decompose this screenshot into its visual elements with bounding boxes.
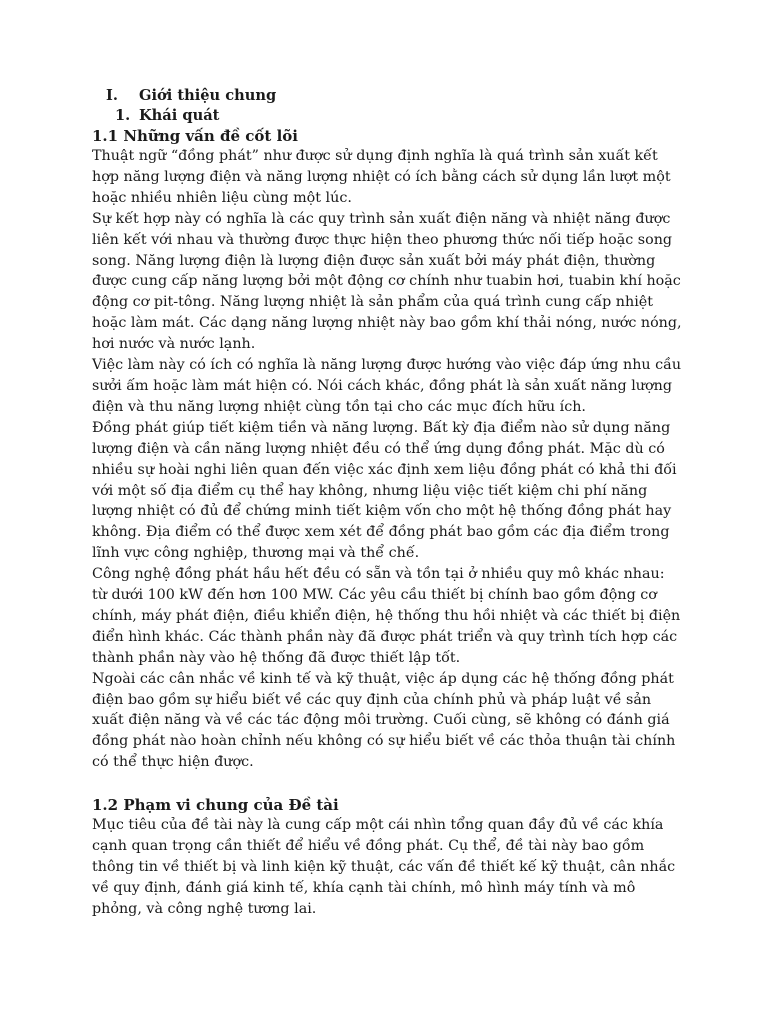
section-2-title: 1.2 Phạm vi chung của Đề tài <box>92 796 339 815</box>
paragraph: Sự kết hợp này có nghĩa là các quy trình sản xuất điện năng và nhiệt năng được liên kết với nhau và thường được thực hiện theo phương thức nối tiếp hoặc song song. Năng lượng điện là lượng điện được sản xuất bởi máy phát điện, thường được cung cấp năng lượng bởi một động cơ chính như tuabin hơi, tuabin khí hoặc động cơ pit-tông. Năng lượng nhiệt là sản phẩm của quá trình cung cấp nhiệt hoặc làm mát. Các dạng năng lượng nhiệt này bao gồm khí thải nóng, nước nóng, hơi nước và nước lạnh. <box>92 210 682 353</box>
paragraph: Việc làm này có ích có nghĩa là năng lượng được hướng vào việc đáp ứng nhu cầu sưởi ấm hoặc làm mát hiện có. Nói cách khác, đồng phát là sản xuất năng lượng điện và thu năng lượng nhiệt cùng tồn tại cho các mục đích hữu ích. <box>92 357 682 415</box>
heading-2-text: Khái quát <box>139 107 220 124</box>
paragraph: Công nghệ đồng phát hầu hết đều có sẵn và tồn tại ở nhiều quy mô khác nhau: từ dưới 100 kW đến hơn 100 MW. Các yêu cầu thiết bị chính bao gồm động cơ chính, máy phát điện, điều khiển điện, hệ thống thu hồi nhiệt và các thiết bị điện điển hình khác. Các thành phần này đã được phát triển và quy trình tích hợp các thành phần này vào hệ thống đã được thiết lập tốt. <box>92 566 681 666</box>
heading-2-number: 1. <box>115 107 131 124</box>
heading-1-text: Giới thiệu chung <box>139 87 277 104</box>
paragraph: Thuật ngữ “đồng phát” như được sử dụng định nghĩa là quá trình sản xuất kết hợp năng lượng điện và năng lượng nhiệt có ích bằng cách sử dụng lần lượt một hoặc nhiều nhiên liệu cùng một lúc. <box>92 148 671 206</box>
section-1-title: 1.1 Những vấn đề cốt lõi <box>92 127 298 145</box>
section-spacer <box>92 773 682 795</box>
heading-level-1 <box>92 86 682 106</box>
document-page <box>92 86 682 920</box>
heading-level-2 <box>92 106 682 126</box>
paragraph: Ngoài các cân nhắc về kinh tế và kỹ thuật, việc áp dụng các hệ thống đồng phát điện bao gồm sự hiểu biết về các quy định của chính phủ và pháp luật về sản xuất điện năng và về các tác động môi trường. Cuối cùng, sẽ không có đánh giá đồng phát nào hoàn chỉnh nếu không có sự hiểu biết về các thỏa thuận tài chính có thể thực hiện được. <box>92 670 676 771</box>
paragraph: Mục tiêu của đề tài này là cung cấp một cái nhìn tổng quan đầy đủ về các khía cạnh quan trọng cần thiết để hiểu về đồng phát. Cụ thể, đề tài này bao gồm thông tin về thiết bị và linh kiện kỹ thuật, các vấn đề thiết kế kỹ thuật, cân nhắc về quy định, đánh giá kinh tế, khía cạnh tài chính, mô hình máy tính và mô phỏng, và công nghệ tương lai. <box>92 817 676 917</box>
heading-1-number: I. <box>106 87 118 104</box>
paragraph: Đồng phát giúp tiết kiệm tiền và năng lượng. Bất kỳ địa điểm nào sử dụng năng lượng điện và cần năng lượng nhiệt đều có thể ứng dụng đồng phát. Mặc dù có nhiều sự hoài nghi liên quan đến việc xác định xem liệu đồng phát có khả thi đối với một số địa điểm cụ thể hay không, nhưng liệu việc tiết kiệm chi phí năng lượng nhiệt có đủ để chứng minh tiết kiệm vốn cho một hệ thống đồng phát hay không. Địa điểm có thể được xem xét để đồng phát bao gồm các địa điểm trong lĩnh vực công nghiệp, thương mại và thể chế. <box>92 419 677 562</box>
